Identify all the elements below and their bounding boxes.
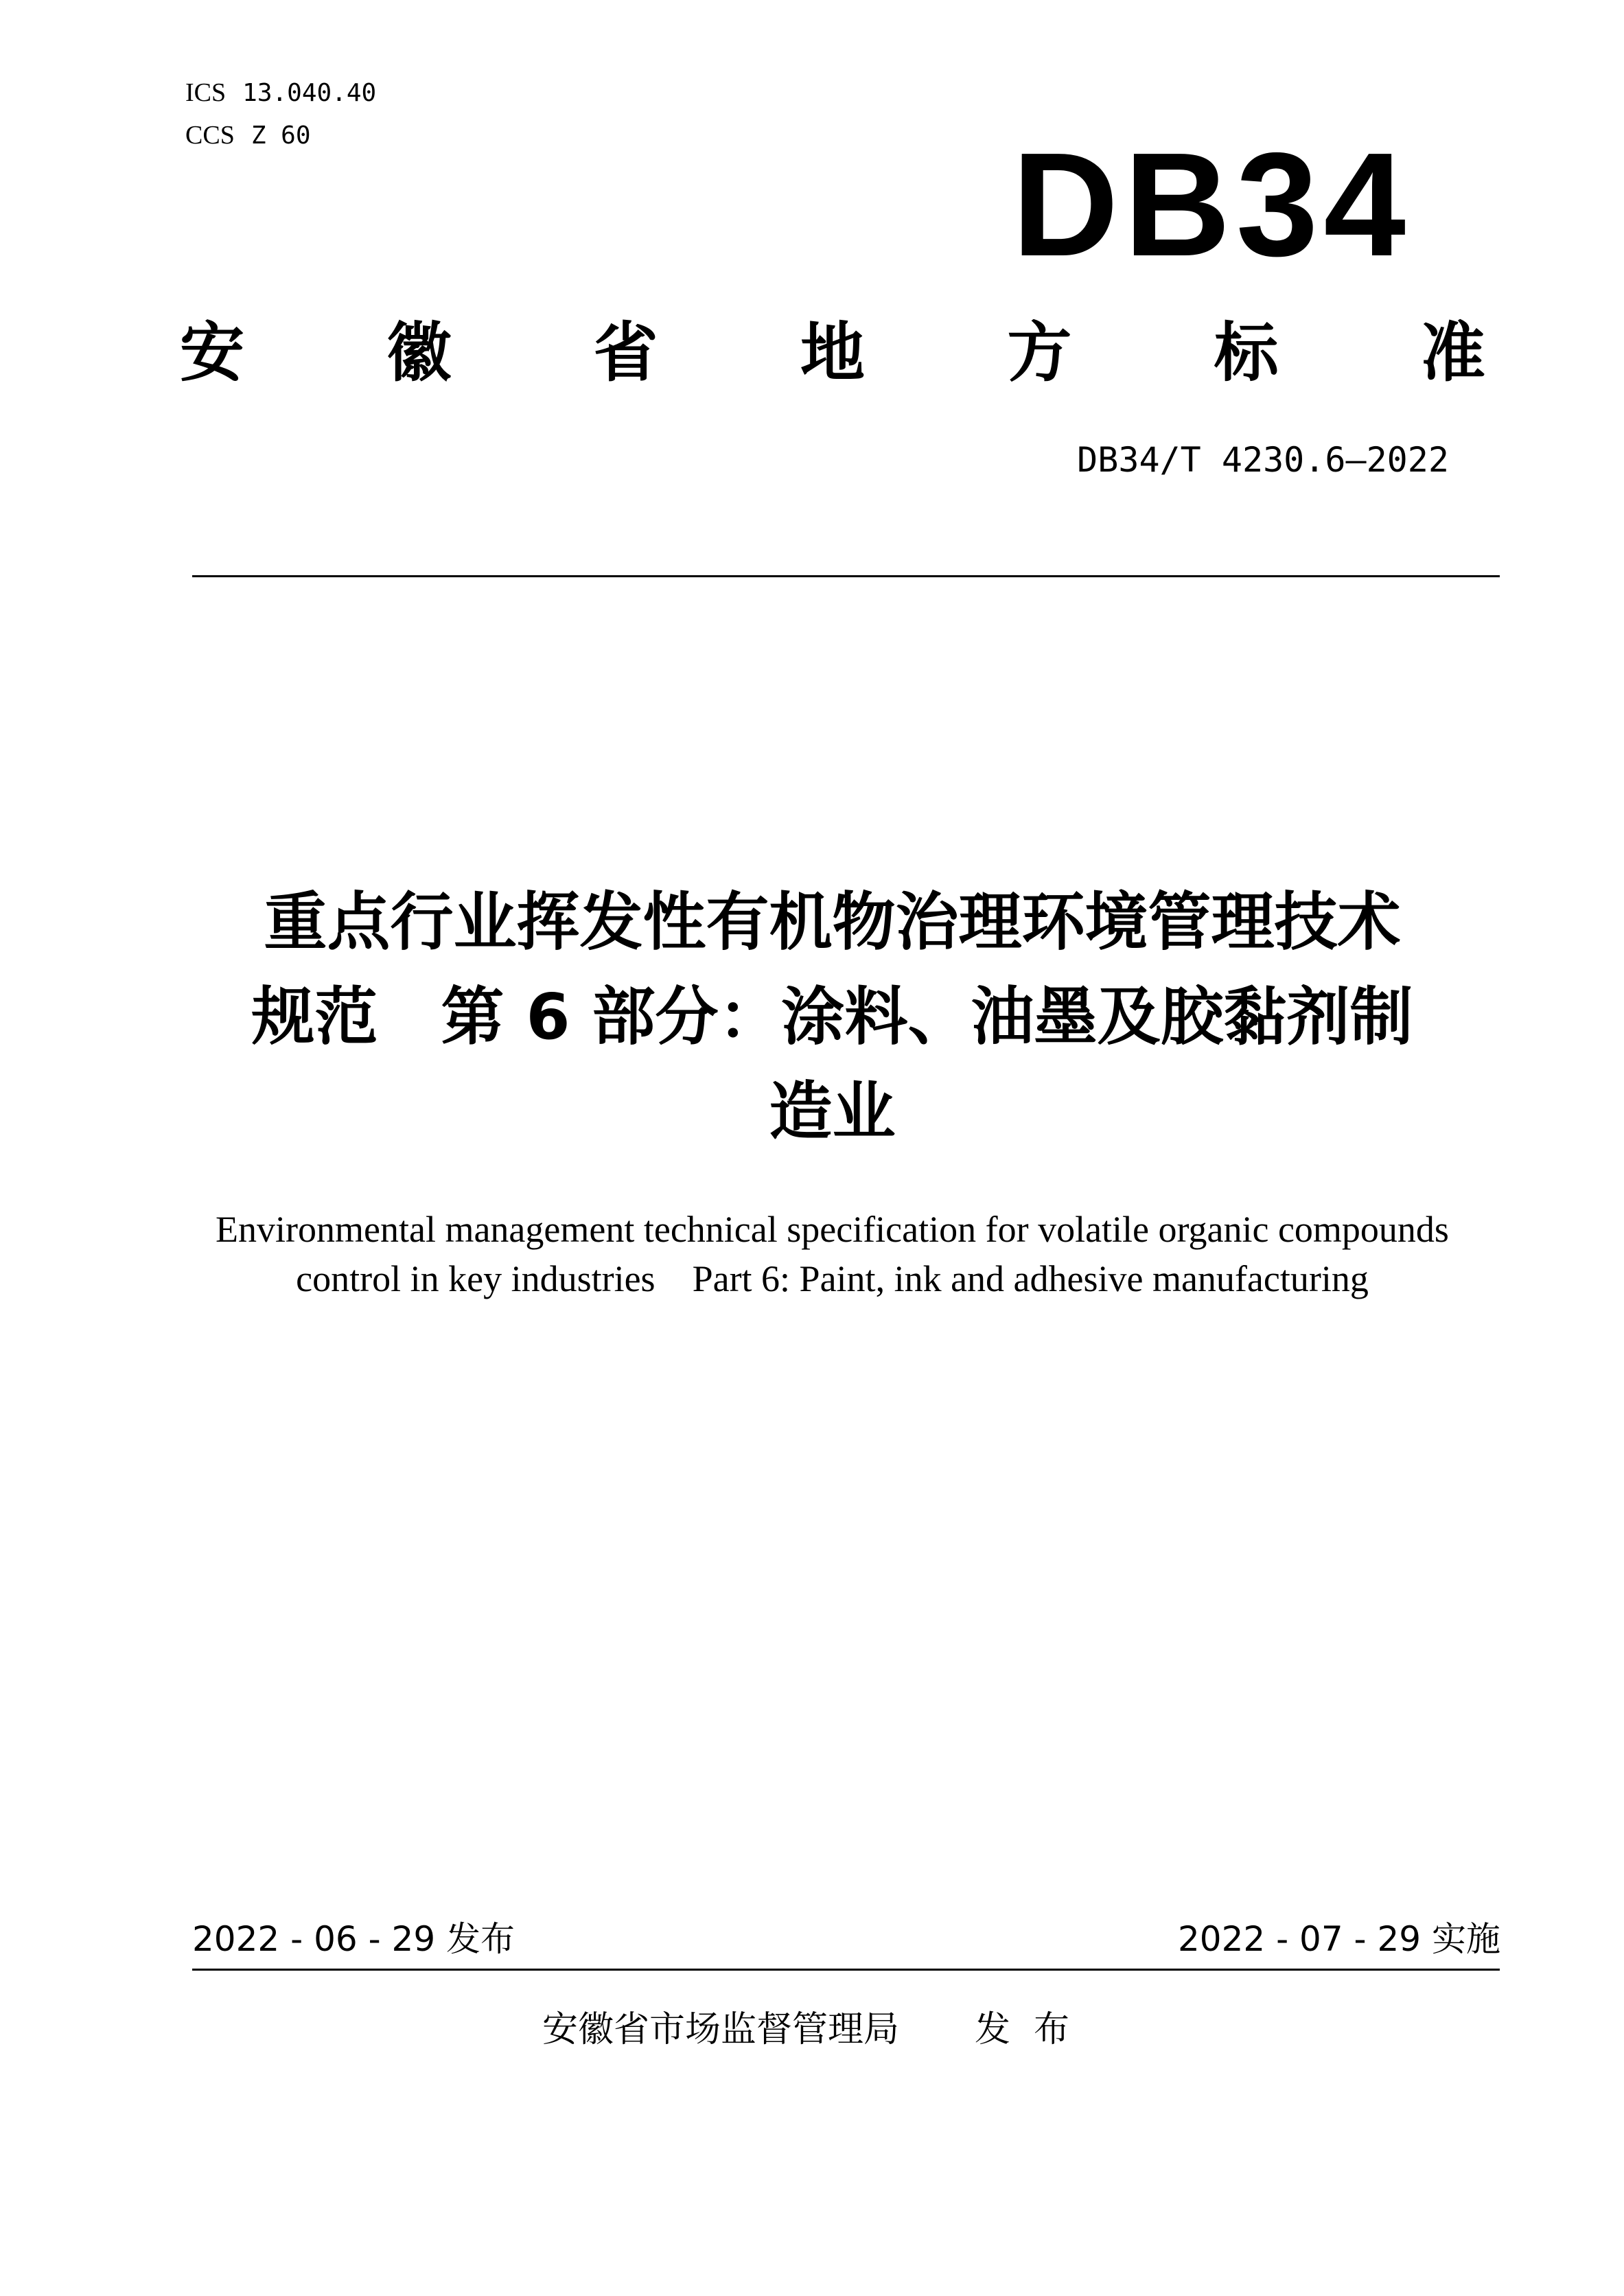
standard-type-heading — [180, 312, 1485, 395]
standard-type-char: 地 — [800, 316, 865, 391]
standard-type-char: 省 — [593, 316, 658, 391]
release-date: 2022 - 06 - 29 发布 — [192, 1919, 515, 1959]
standard-type-char: 徽 — [386, 316, 452, 391]
standard-number: DB34/T 4230.6—2022 — [1077, 440, 1449, 480]
standard-type-char: 准 — [1420, 316, 1485, 391]
standard-type-char: 方 — [1007, 316, 1072, 391]
publisher-name: 安徽省市场监督管理局 — [542, 2009, 900, 2050]
publish-action: 发布 — [975, 2009, 1093, 2050]
ccs-label: CCS — [185, 121, 235, 150]
standard-type-char: 安 — [180, 316, 245, 391]
chinese-title — [178, 875, 1486, 1159]
english-title-line: control in key industries Part 6: Paint, ink and adhesive manufacturing — [296, 1258, 1369, 1299]
ccs-classification — [185, 120, 311, 151]
db-code-mark: DB34 — [1012, 121, 1411, 287]
ics-label: ICS — [185, 78, 227, 107]
header-divider — [192, 575, 1500, 577]
publisher-line — [542, 2008, 1093, 2052]
footer-divider — [192, 1969, 1500, 1971]
implementation-date: 2022 - 07 - 29 实施 — [1177, 1919, 1500, 1959]
standard-type-char: 标 — [1214, 316, 1279, 391]
ics-classification — [185, 78, 376, 108]
chinese-title-line: 规范 第 6 部分：涂料、油墨及胶黏剂制 — [251, 980, 1413, 1054]
ics-code: 13.040.40 — [242, 79, 377, 107]
english-title — [178, 1205, 1486, 1303]
ccs-code: Z 60 — [251, 121, 311, 150]
chinese-title-line: 重点行业挥发性有机物治理环境管理技术 — [264, 885, 1401, 959]
chinese-title-line: 造业 — [769, 1075, 896, 1148]
english-title-line: Environmental management technical specification for volatile organic compounds — [216, 1209, 1449, 1250]
